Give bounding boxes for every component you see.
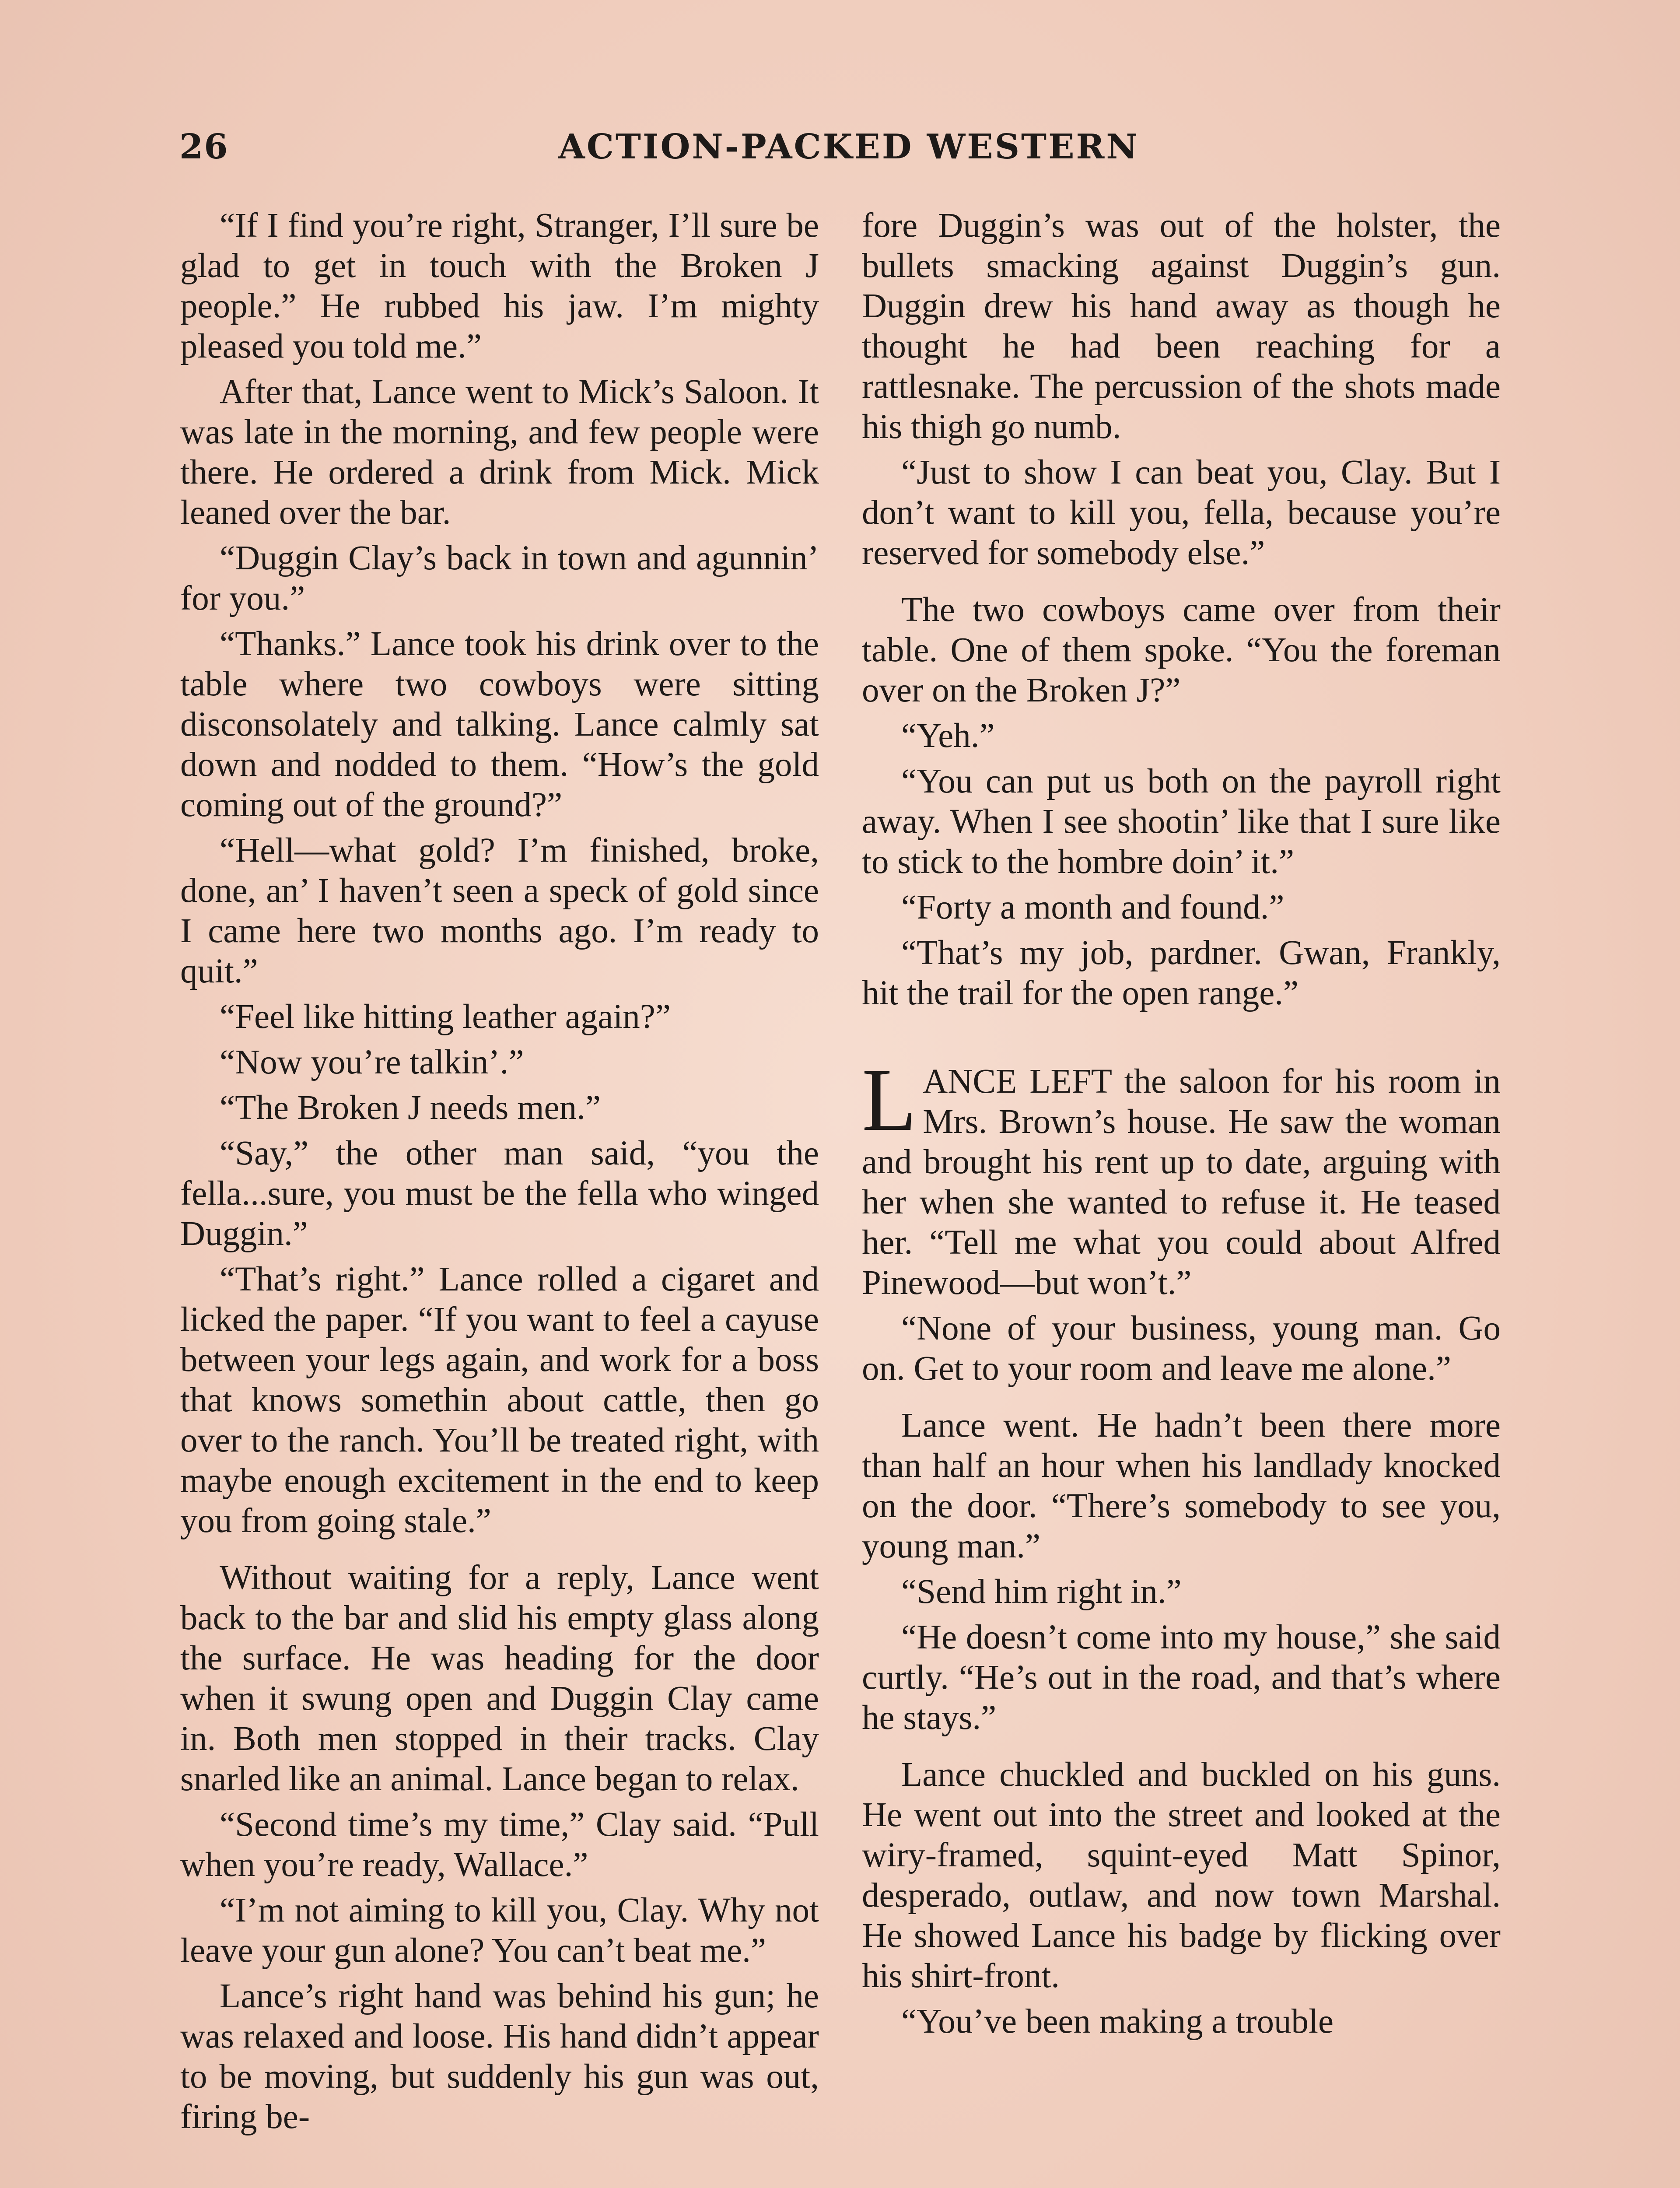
page-header — [175, 118, 1522, 179]
paragraph: “If I find you’re right, Stranger, I’ll sure be glad to get in touch with the Broken J people.” He rubbed his jaw. I’m mighty pleased you told me.” — [180, 207, 819, 365]
paragraph: “The Broken J needs men.” — [220, 1089, 601, 1127]
paragraph: After that, Lance went to Mick’s Saloon. It was late in the morning, and few people were there. He ordered a drink from Mick. Mick leaned over the bar. — [180, 373, 819, 532]
paragraph: “Say,” the other man said, “you the fella...sure, you must be the fella who winged Duggin.” — [180, 1134, 819, 1253]
right-column — [862, 206, 1501, 2047]
page-number: 26 — [179, 127, 229, 167]
left-column — [180, 206, 819, 2142]
paragraph: fore Duggin’s was out of the holster, the bullets smacking against Duggin’s gun. Duggin drew his hand away as though he thought he had been reaching for a rattlesnake. The percussion of the shots made his thigh go numb. — [862, 207, 1501, 446]
paragraph: “Thanks.” Lance took his drink over to the table where two cowboys were sitting disconsolately and talking. Lance calmly sat down and nodded to them. “How’s the gold coming out of the ground?” — [180, 625, 819, 824]
paragraph: “Yeh.” — [901, 717, 995, 755]
paragraph: “Just to show I can beat you, Clay. But I don’t want to kill you, fella, because you’re reserved for somebody else.” — [862, 453, 1501, 572]
paragraph: “That’s right.” Lance rolled a cigaret and licked the paper. “If you want to feel a cayuse between your legs again, and work for a boss that knows somethin about cattle, then go over to the ranch. You’ll be treated right, with maybe enough excitement in the end to keep you from going stale.” — [180, 1260, 819, 1540]
paragraph: Lance’s right hand was behind his gun; he was relaxed and loose. His hand didn’t appear to be moving, but suddenly his gun was out, firing be- — [180, 1977, 819, 2136]
paragraph: “Hell—what gold? I’m finished, broke, done, an’ I haven’t seen a speck of gold since I came here two months ago. I’m ready to quit.” — [180, 831, 819, 990]
paragraph: Lance went. He hadn’t been there more than half an hour when his landlady knocked on the door. “There’s somebody to see you, young man.” — [862, 1406, 1501, 1565]
paragraph: “You can put us both on the payroll right away. When I see shootin’ like that I sure like to stick to the hombre doin’ it.” — [862, 762, 1501, 881]
paragraph: “None of your business, young man. Go on. Get to your room and leave me alone.” — [862, 1309, 1501, 1388]
paragraph: The two cowboys came over from their table. One of them spoke. “You the foreman over on the Broken J?” — [862, 591, 1501, 709]
paragraph: “You’ve been making a trouble — [901, 2002, 1334, 2041]
paragraph: “He doesn’t come into my house,” she said curtly. “He’s out in the road, and that’s where he stays.” — [862, 1618, 1501, 1737]
section-opening-paragraph — [862, 1050, 1501, 1303]
paragraph: “Forty a month and found.” — [901, 888, 1284, 926]
paragraph: “I’m not aiming to kill you, Clay. Why not leave your gun alone? You can’t beat me.” — [180, 1891, 819, 1970]
paragraph: Without waiting for a reply, Lance went back to the bar and slid his empty glass along the surface. He was heading for the door when it swung open and Duggin Clay came in. Both men stopped in their tracks. Clay snarled like an animal. Lance began to relax. — [180, 1559, 819, 1798]
paragraph: Lance chuckled and buckled on his guns. He went out into the street and looked at the wiry-framed, squint-eyed Matt Spinor, desperado, outlaw, and now town Marshal. He showed Lance his badge by flicking over his shirt-front. — [862, 1756, 1501, 1995]
section-opening-text: ANCE LEFT the saloon for his room in Mrs. Brown’s house. He saw the woman and brought his rent up to date, arguing with her when she wanted to refuse it. He teased her. “Tell me what you could about Alfred Pinewood—but won’t.” — [862, 1062, 1501, 1302]
paragraph: “Feel like hitting leather again?” — [220, 998, 671, 1036]
paragraph: “Send him right in.” — [901, 1573, 1182, 1611]
paragraph: “Now you’re talkin’.” — [220, 1043, 524, 1081]
drop-cap: L — [862, 1050, 917, 1150]
running-head: ACTION-PACKED WESTERN — [558, 127, 1139, 167]
paragraph: “Duggin Clay’s back in town and agunnin’ for you.” — [180, 539, 819, 617]
paragraph: “Second time’s my time,” Clay said. “Pull when you’re ready, Wallace.” — [180, 1806, 819, 1884]
paragraph: “That’s my job, pardner. Gwan, Frankly, hit the trail for the open range.” — [862, 934, 1501, 1012]
